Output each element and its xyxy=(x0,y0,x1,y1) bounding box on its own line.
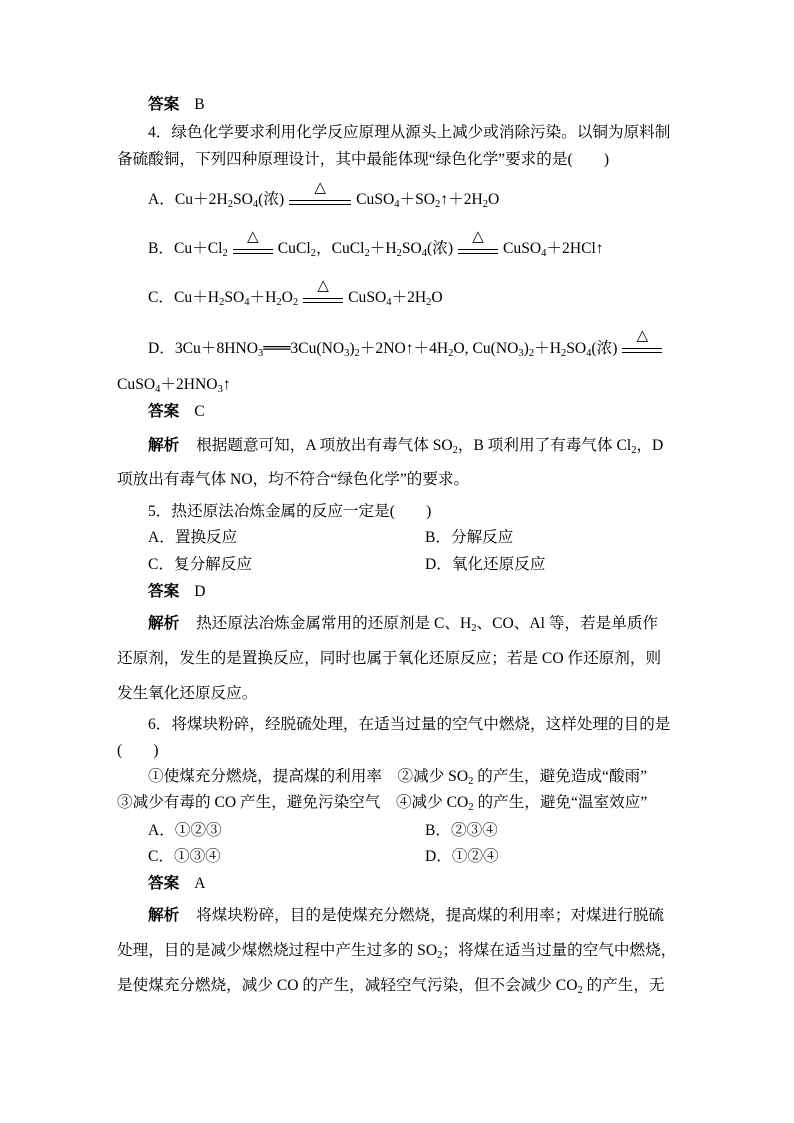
q5-stem: 5．热还原法冶炼金属的反应一定是( ) xyxy=(148,503,432,520)
subscript: 3 xyxy=(518,348,524,359)
q4-option-b xyxy=(148,227,604,259)
q6-option-a: A．①②③ xyxy=(148,822,222,839)
subscript: 2 xyxy=(222,248,228,259)
text-run: CuSO xyxy=(356,191,395,208)
text-run: (浓) xyxy=(258,191,285,208)
q4-analysis-line-1 xyxy=(148,436,663,456)
subscript: 2 xyxy=(227,199,233,210)
text-run: O xyxy=(431,289,443,306)
q6-statements-line-2 xyxy=(117,793,647,813)
subscript: 2 xyxy=(448,348,454,359)
q5-analysis-line-1 xyxy=(148,614,658,634)
analysis-label: 解析 xyxy=(148,437,180,454)
text-run: ＋H xyxy=(249,289,277,306)
subscript: 3 xyxy=(217,384,223,395)
text-run: ＋2HNO xyxy=(160,376,218,393)
q6-stem-line-1: 6．将煤块粉碎，经脱硫处理，在适当过量的空气中燃烧，这样处理的目的是 xyxy=(148,716,671,733)
subscript: 4 xyxy=(386,297,392,308)
q4-answer-line xyxy=(148,402,205,422)
subscript: 3 xyxy=(258,348,264,359)
text-run: 的产生，无 xyxy=(582,977,665,994)
heat-triangle-icon: △ xyxy=(472,227,484,245)
text-run: ↑＋2H xyxy=(440,191,483,208)
subscript: 2 xyxy=(482,199,489,210)
subscript: 2 xyxy=(452,445,458,456)
q6-analysis-line-1 xyxy=(148,906,664,926)
heating-condition-sign xyxy=(458,227,498,259)
subscript: 2 xyxy=(292,297,299,308)
q4-option-a xyxy=(148,178,500,210)
heat-triangle-icon: △ xyxy=(317,276,329,294)
q4-analysis-line-2 xyxy=(117,470,469,490)
subscript: 2 xyxy=(364,248,370,259)
q5-option-a: A．置换反应 xyxy=(148,529,238,546)
text-run: 的产生，避免“温室效应” xyxy=(473,794,648,811)
text-run: 、CO、Al 等，若是单质作 xyxy=(476,615,659,632)
analysis-text xyxy=(196,437,663,454)
subscript: 2 xyxy=(426,297,432,308)
q5-analysis-line-2 xyxy=(117,649,661,669)
text-run: ＋SO xyxy=(399,191,436,208)
q4-option-c xyxy=(148,276,443,308)
subscript: 2 xyxy=(468,776,474,787)
q6-analysis-line-3 xyxy=(117,976,665,996)
text-run: SO xyxy=(566,340,587,357)
q6-statements-line-1 xyxy=(148,767,647,787)
text-run: ↑ xyxy=(222,376,231,393)
answer-value: D xyxy=(194,583,206,600)
answer-value: C xyxy=(194,403,205,420)
heat-triangle-icon: △ xyxy=(636,326,649,344)
text-run: ；将煤在适当过量的空气中燃烧， xyxy=(442,942,677,959)
double-line-equals xyxy=(289,200,351,205)
text-run: CuSO xyxy=(117,376,156,393)
heat-triangle-icon: △ xyxy=(247,227,259,245)
answer-label: 答案 xyxy=(148,403,180,420)
text-run: 是使煤充分燃烧，减少 CO 的产生，减轻空气污染，但不会减少 CO xyxy=(117,977,578,994)
text-run: O xyxy=(281,289,293,306)
q5-option-b: B．分解反应 xyxy=(425,529,514,546)
answer-value: A xyxy=(194,875,206,892)
text-run: ，B 项利用了有毒气体 Cl xyxy=(457,437,632,454)
text-run: 项放出有毒气体 NO，均不符合“绿色化学”的要求。 xyxy=(117,471,470,488)
text-run: 发生氧化还原反应。 xyxy=(117,685,258,702)
subscript: 2 xyxy=(468,802,474,813)
heating-condition-sign xyxy=(233,227,273,259)
q4-stem-line-1: 4．绿色化学要求利用化学反应原理从源头上减少或消除污染。以铜为原料制 xyxy=(148,124,671,141)
text-run: C．Cu＋H xyxy=(148,289,220,306)
double-line-equals xyxy=(622,348,662,353)
subscript: 4 xyxy=(155,384,161,395)
q4-stem-line-2: 备硫酸铜，下列四种原理设计，其中最能体现“绿色化学”要求的是( ) xyxy=(117,151,610,168)
answer-label: 答案 xyxy=(148,96,180,113)
text-run: 的产生，避免造成“酸雨” xyxy=(473,768,648,785)
subscript: 4 xyxy=(394,199,400,210)
text-run: ，D xyxy=(636,437,664,454)
text-run: ①使煤充分燃烧，提高煤的利用率 ②减少 SO xyxy=(148,768,469,785)
subscript: 2 xyxy=(528,348,535,359)
subscript: 2 xyxy=(437,950,443,961)
text-run: D．3Cu＋8HNO xyxy=(148,340,259,357)
answer-value: B xyxy=(194,96,205,113)
analysis-text xyxy=(196,615,658,632)
subscript: 2 xyxy=(560,348,567,359)
subscript: 4 xyxy=(244,297,250,308)
heating-condition-sign xyxy=(303,276,343,308)
subscript: 2 xyxy=(310,248,316,259)
text-run: (浓) xyxy=(591,340,618,357)
subscript: 2 xyxy=(631,445,637,456)
q6-stem-line-2: ( ) xyxy=(117,742,159,759)
text-run: 根据题意可知，A 项放出有毒气体 SO xyxy=(196,437,453,454)
text-run: CuSO xyxy=(348,289,387,306)
subscript: 2 xyxy=(219,297,225,308)
text-run: (浓) xyxy=(427,240,454,257)
text-run: CuSO xyxy=(503,240,542,257)
subscript: 2 xyxy=(276,297,282,308)
subscript: 3 xyxy=(344,348,350,359)
double-line-equals xyxy=(303,298,343,303)
double-line-equals xyxy=(233,249,273,254)
subscript: 2 xyxy=(396,248,402,259)
text-run: ＋2HCl↑ xyxy=(546,240,604,257)
text-run: ，CuCl xyxy=(315,240,365,257)
q6-analysis-line-2 xyxy=(117,941,676,961)
q3-answer-line xyxy=(148,95,205,115)
text-run: O, Cu(NO xyxy=(453,340,519,357)
text-run: ③减少有毒的 CO 产生，避免污染空气 ④减少 CO xyxy=(117,794,469,811)
q6-option-b: B．②③④ xyxy=(425,822,498,839)
text-run: 热还原法冶炼金属常用的还原剂是 C、H xyxy=(196,615,472,632)
q5-option-c: C．复分解反应 xyxy=(148,556,252,573)
analysis-label: 解析 xyxy=(148,907,180,924)
text-run: 3Cu(NO xyxy=(290,340,345,357)
subscript: 2 xyxy=(354,348,360,359)
q6-answer-line xyxy=(148,874,205,894)
text-run: O xyxy=(488,191,500,208)
text-run: ＋2H xyxy=(391,289,427,306)
subscript: 4 xyxy=(421,248,428,259)
q5-answer-line xyxy=(148,582,205,602)
text-run: ＋H xyxy=(534,340,561,357)
subscript: 4 xyxy=(252,199,259,210)
text-run: 将煤块粉碎，目的是使煤充分燃烧，提高煤的利用率；对煤进行脱硫 xyxy=(196,907,665,924)
answer-label: 答案 xyxy=(148,583,180,600)
subscript: 4 xyxy=(541,248,547,259)
q4-option-d-line-2 xyxy=(117,375,231,395)
subscript: 2 xyxy=(435,199,441,210)
heating-condition-sign xyxy=(289,178,351,210)
q6-option-c: C．①③④ xyxy=(148,848,221,865)
text-run: A．Cu＋2H xyxy=(148,191,228,208)
text-run: B．Cu＋Cl xyxy=(148,240,223,257)
q4-option-d-line-1 xyxy=(148,326,667,359)
subscript: 2 xyxy=(471,623,477,634)
text-run: SO xyxy=(232,191,253,208)
text-run: CuCl xyxy=(277,240,311,257)
analysis-text xyxy=(196,907,664,924)
text-run: SO xyxy=(401,240,422,257)
answer-label: 答案 xyxy=(148,875,180,892)
text-run: ) xyxy=(349,340,355,357)
subscript: 2 xyxy=(577,985,583,996)
double-line-equals xyxy=(458,249,498,254)
text-run: 还原剂，发生的是置换反应，同时也属于氧化还原反应；若是 CO 作还原剂，则 xyxy=(117,650,662,667)
heating-condition-sign xyxy=(622,326,662,358)
heat-triangle-icon: △ xyxy=(314,178,326,196)
text-run: ＋H xyxy=(369,240,397,257)
text-run: ＋2NO↑＋4H xyxy=(359,340,449,357)
text-run: SO xyxy=(224,289,245,306)
subscript: 4 xyxy=(586,348,592,359)
analysis-label: 解析 xyxy=(148,615,180,632)
text-run: ) xyxy=(523,340,529,357)
q5-analysis-line-3 xyxy=(117,684,257,704)
q6-option-d: D．①②④ xyxy=(425,848,499,865)
q5-option-d: D．氧化还原反应 xyxy=(425,556,546,573)
reaction-equals-sign: ═══ xyxy=(263,339,291,357)
text-run: 处理，目的是减少煤燃烧过程中产生过多的 SO xyxy=(117,942,438,959)
